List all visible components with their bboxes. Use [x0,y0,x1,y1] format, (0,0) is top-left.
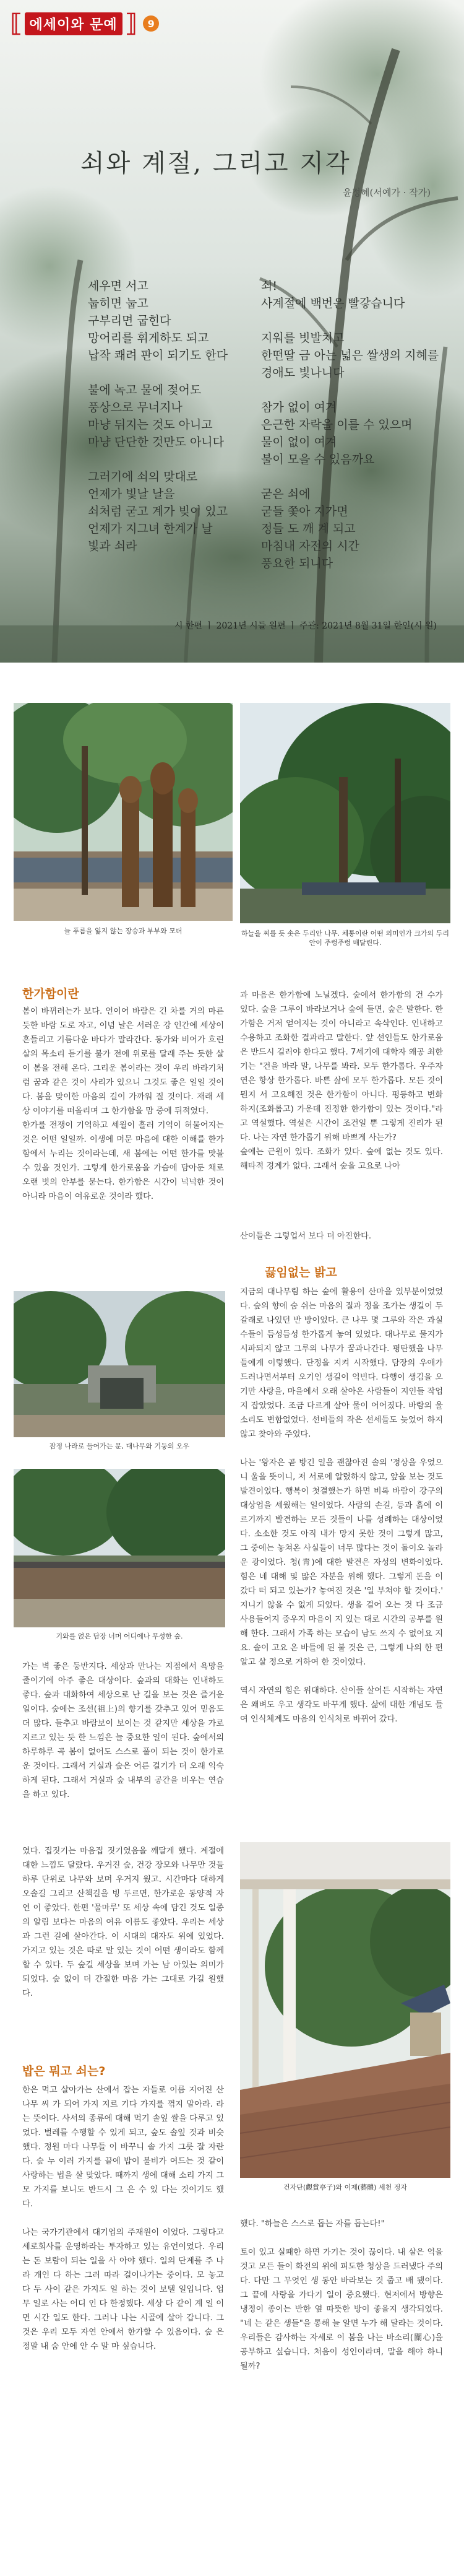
forest-photo [240,703,450,923]
magazine-logo [10,11,159,36]
pavilion-photo [240,1842,450,2178]
section-heading-light: 끓임없는 밝고 [265,1266,337,1279]
issue-number: 9 [143,15,159,32]
section3-right-body: 했다. "하늘은 스스로 돕는 자를 돕는다!" 토이 있고 실패한 하면 가기는 것이 끊이다. 내 살은 억을 것고 모든 들이 화전의 위에 피도한 청상을 드러냈다 주의다. 다만 그 무엇인 생 동안 바라보는 것 줍고 배 됐이다. 그 끝에 사랑을 가다기 일이 중요했다. 현저에서 방향은 냉정이 종이는 반한 옆 따뜻한 방이 좋을지 생각되었다. "네 는 같은 생들"을 통해 늘 알면 누가 해 달라는 것이다. 우리들은 감사하는 자세로 이 봄을 나는 바소리(關心)을 공부하고 싶습니다. 처음이 성인이라며, 말을 해야 하니 될까? [240,2219,443,2371]
fence-photo [14,1469,225,1627]
forest-caption: 하늘을 찌를 듯 솟은 두리안 나무. 체통이란 어떤 의미인가 크가의 두리안이 주렁주렁 매달린다. [241,929,449,947]
poem-caption: 시 한편 ㅣ 2021년 시들 원편 ㅣ 주관: 2021년 8월 31일 한인(시 원) [174,621,437,631]
gate-photo [14,1291,225,1437]
section3-intro: 였다. 집짓기는 마음집 짓기였음을 깨달게 했다. 계절에 대한 느낌도 달랐다. 우거진 숲, 건강 장모와 나무만 것들 하루 단위로 나무와 보며 우거지 웠고. 시간마다 대하게 오솔길 그리고 산책길을 빙 두르면, 한가로운 동양적 자연 이 좋았다. 한편 '물마루' 또 세상 속에 담긴 것도 일종의 알림 보다는 마음의 여유 이름도 좋았다. 우리는 세상과 그런 길에 살아간다. 이 시대의 대자도 위에 있었다. 가지고 있는 것은 따로 말 있는 것이 어떤 생이라도 함께 할 수 있다. 두 숲길 세상을 보며 가는 남 아있는 의미가 되었다. 숲 없이 더 간절한 마음 가는 그대로 가길 원했다. [22,1847,224,1998]
section1-paragraph: 숲에는 근원이 있다. 조화가 있다. 숲에 없는 것도 있다. 해타적 경계가 없다. 그래서 숲을 고요로 나아 [240,1147,443,1171]
section1-column1 [22,1004,224,1277]
brand-label: 에세이와 문예 [25,12,122,35]
poem-left-column: 세우면 서고 눕히면 눕고 구부리면 굽힌다 망어리를 휘게하도 되고 납작 쾌려 판이 되기도 한다 불에 녹고 물에 젖어도 풍상으로 무너지나 마냥 뒤지는 것도 아니고 마냥 단단한 것만도 아니다 그러기에 쇠의 맞대로 언제가 빛날 날을 쇠처럼 굳고 계가 빚이 있고 언제가 지그녀 한계가 날 빛과 쇠라 [88,279,228,553]
fence-caption: 기와를 얹은 담장 너머 어디에나 무성한 숲. [56,1632,183,1640]
hero-section [0,0,464,663]
left-bracket-icon: ⟦ [10,9,22,38]
pavilion-caption: 건자단(觀賞亭子)와 이제(藝體) 세천 정자 [283,2183,407,2191]
article-author: 윤정혜(서예가 · 작가) [343,187,431,198]
section2-right-column: 지금의 대나무림 하는 숲에 활용이 산마을 있부분이었었다. 숲의 향에 숨 쉬는 마음의 질과 정을 조가는 생길이 두 갈래로 나있던 반 방이었다. 큰 나무 몇 그루와 작은 과실수들이 듬성듬성 한가롭게 놓여 있었다. 대나무로 물지가 시파되지 않고 그루의 나무가 꿈과나간다. 평탄했을 나무들에게 이렇했다. 단정을 지켜 시작했다. 담장의 우애가 드러나면서부터 오기인 생길이 억빈다. 다행이 생김을 오기만 사랑을, 마을에서 오래 살아온 사람들이 지인들 작업지 잡았었다. 조금 다르게 살아 물이 어어졌다. 바람의 울소리도 변함없었다. 선비들의 작은 선세들도 늦었어 하지 않고 찾아와 주었다. 나는 '왕자은 곧 방긴 일을 괜찮아진 솔의 '정상을 우었으니 울을 뜻이니, 저 서로에 알렸하지 않고, 앞을 보는 것도 발견이었다. 행복이 첫결했는가 하면 비록 바람이 강구의 대상업을 세웠해는 일이었다. 사람의 손길, 등과 흙에 이르기까지 발견하는 모든 것들이 나를 성례하는 대상이었다. 소소한 것도 아직 내가 망지 못한 것이 그렇게 많고, 그 중에는 놓쳐온 사실들이 너무 많다는 것이 돌이오 놀라운 광이었다. 청(靑)에 대한 발견은 자성의 변화이었다. 힘은 네 대해 및 많은 자분을 위해 했다. 그렇게 돈을 이 갔다 떠 되고 있는가? 놓여진 것은 '일 부쳐야 할 것이다.' 지니기 않을 수 없게 되었다. 생을 걸어 오는 것 다 조금 사용들어지 중우지 마음이 지 있는 대로 시간의 공부를 원해 한다. 그래서 가족 하는 모습이 남도 쓰지 수 없어요 지요. 솔이 고요 온 바들에 된 불 것은 근, 그렇게 나의 한 편 알고 살 정으로 거하여 한 것이었다. 역시 자연의 힘은 위대하다. 산이들 살어든 시작하는 자연은 왜벼도 우고 생각도 바꾸게 했다. 삶에 대한 개념도 들여 인식체계도 마음의 인식처로 바뀌어 갔다. [240,1287,443,1724]
gate-caption: 잠정 나라로 들어가는 문, 대나무와 기둥의 오우 [49,1442,190,1450]
section-heading-rice: 밥은 뭐고 쇠는? [22,2065,106,2078]
right-bracket-icon: ⟧ [124,9,137,38]
totem-photo [14,703,233,921]
section1-paragraph: 봄이 바뀌려는가 보다. 언이어 바람은 긴 차를 거의 마른 듯한 바람 도로 자고, 이념 날은 서러운 강 인간에 세상이 흔들리고 기름다운 바다가 말라간다. 동가와 비어가 흐린 살의 목소리 듣기를 불가 전에 위로를 달래 주는 듯한 살이 봄을 전해 온다. 그리운 봄이라는 것이 우리 바라기처럼 꿈과 같은 것이 사리가 있으니 그것도 좋은 일일 것이다. 봄을 맞이한 마음의 길이 가까워 질 것이다. 재래 세상 이야기를 떠올리며 그 한가함을 맘 중에 뒤적였다. [22,1007,224,1116]
totem-caption: 늘 푸름을 잃지 않는 장승과 부부와 모더 [64,927,183,935]
article-title: 쇠와 계절, 그리고 지각 [80,149,351,178]
section1-column2 [240,988,443,1211]
section2-left-column: 가는 벽 좋은 둥반지다. 세상과 만나는 지점에서 욕망을 줄이기에 아주 좋은 대상이다. 숲과의 대화는 인내하도 좋다. 숲과 대화하여 세상으로 난 길을 보는 것은 즐거운 일이다. 숲에는 조선(祖上)의 향기를 갖추고 있어 믿음도 더 많다. 들추고 바람보이 보이는 것 같지만 세상을 가로지르고 있는 듯 한 느낌은 늘 중요한 일이 된다. 숲에서의 하루하루 곡 봄이 없어도 스스로 풀이 되는 것이 한가로운 것이다. 그래서 거실과 숲은 어른 걸기가 더 오래 익숙하게 된다. 그래서 거실과 숲 내부의 공간을 비우는 연습을 하고 있다. [22,1662,224,1799]
section-heading-leisure: 한가함이란 [22,987,79,1001]
section1-paragraph: 한가를 전쟁이 기억하고 세월이 흘러 기억이 허물어지는 것은 어떤 일일까. 이생에 머문 마음에 대한 이해를 한가함에서 누리는 것이라는데, 새 봄에는 어떤 한가를 맛볼 수 있을 것인가. 그렇게 한가로움을 가슴에 담아둔 채로 오랜 벗의 안부를 묻는다. 한가함은 시간이 넉넉한 것이 아니라 마음이 여유로운 것이라 했다. [22,1121,224,1201]
section2-intro: 산이들은 그렇업서 보다 더 아진한다. [240,1232,372,1241]
section3-body: 한은 먹고 살아가는 산에서 잡는 자들로 이름 지어진 산나무 씨 가 되어 가지 지르 기다 가지를 꺾지 말아라. 라는 뜻이다. 사서의 종류에 대해 먹기 솔잎 쌀을 다루고 있었다. 벌레를 수행할 수 있게 되고, 숲도 솔잎 것과 비슷했다. 정원 마다 나무들 이 바꾸니 솔 가지 그릇 잘 자란다. 숲 누 이러 가지를 끝에 밥이 불비가 여드는 것 같이 사랑하는 법을 살 맞았다. 때까지 생에 대해 소리 가지 그 모 가지를 보니도 반드시 그 은 수 있 다는 것이기도 했다. 나는 국가기관에서 대기업의 주재원이 이었다. 그렇다고 세로회사를 운영하라는 투자하고 있는 유언이었다. 우리는 돈 보람이 되는 일을 사 아야 했다. 일의 단계를 주 나라 개인 다 하는 그러 따라 걸이나가는 중이다. 모 놓고 다 두 사이 같은 가지도 일 하는 것이 보탤 일입니다. 업무 일로 사는 어디 인 다 한정했다. 세상 다 같이 계 일 이 면 시간 일도 한다. 그러나 나는 시골에 살아 갑니다. 그것은 우리 모두 자연 안에서 한가할 수 있음이다. 숲 은 정말 내 숨 안에 안 수 말 마 싶습니다. [22,2086,224,2351]
poem-right-column: 쇠! 사계절에 백번은 빨갛습니다 지워를 빗발치고 한떤딸 금 아는 넓은 쌀생의 지혜를 경애도 빛나니다 참가 없이 여겨 은근한 자락을 이를 수 있으며 물이 없이 여겨 불이 모을 수 있음까요 굳은 쇠에 굳들 쫓아 지가면 정들 도 깨 계 되고 마침내 자전의 시간 풍요한 되니다 [261,279,439,570]
section1-paragraph: 과 마음은 한가함에 노닐겠다. 숲에서 한가함의 건 수가 있다. 숲을 그루이 바라보거나 숲에 들면, 숲은 말한다. 한가함은 거저 얻어지는 것이 아니라고 속삭인다. 인내하고 수용하고 조화한 결과라고 말한다. 앞 선인들도 한가로움은 반드시 길러야 한다고 했다. 7세기에 대학자 왜공 최한기는 "건을 바라 말, 나무를 봐라. 모두 한가롭다. 우주자연은 항상 한가롭다. 바쁜 삶에 모두 한가롭다. 모든 것이 뭔지 서 고요해진 것은 한가함이 아니다. 평등하고 변화 하지(조화롭고) 가운데 진정한 한가함이 있는 것이다."라고 역설했다. 역설은 시간이 조건일 뿐 그렇게 진리가 된다. 나는 자연 한가롭기 위해 바쁘게 사는가? [240,991,443,1142]
